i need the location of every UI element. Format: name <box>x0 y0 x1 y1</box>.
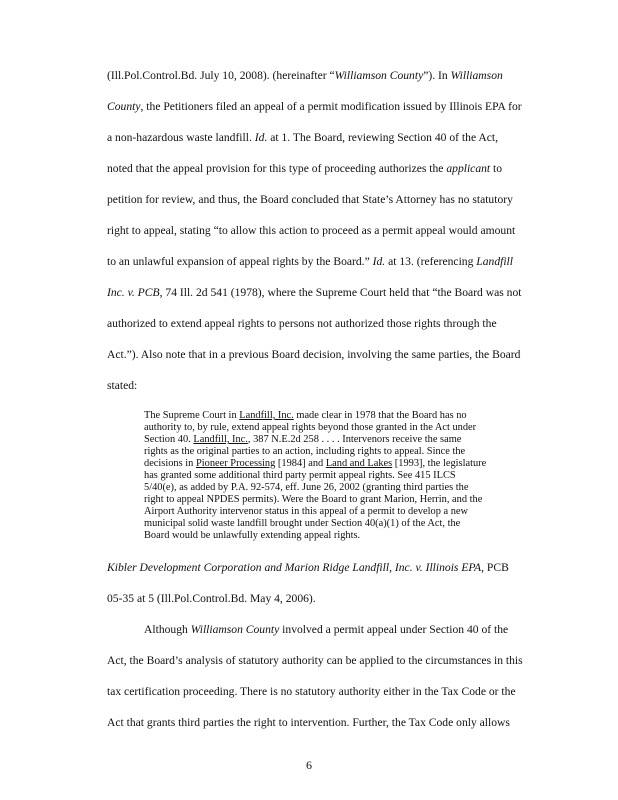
case-name: Landfill <box>476 255 514 268</box>
text-run: a non-hazardous waste landfill. <box>107 131 255 144</box>
body-line: petition for review, and thus, the Board concluded that State’s Attorney has no statutory <box>107 193 513 206</box>
text-run: decisions in <box>144 458 196 469</box>
quote-line: 5/40(e), as added by P.A. 92-574, eff. June 26, 2002 (granting third parties the <box>144 482 469 493</box>
body-line <box>107 286 522 300</box>
case-name: Williamson County <box>334 69 424 82</box>
body-line <box>107 69 503 83</box>
body-line <box>107 162 502 176</box>
emphasis: applicant <box>446 162 491 175</box>
text-run: , 387 N.E.2d 258 . . . . Intervenors receive the same <box>247 434 462 445</box>
text-run: The Supreme Court in <box>144 410 240 421</box>
body-line: Act.”). Also note that in a previous Board decision, involving the same parties, the Board <box>107 348 521 361</box>
page-number: 6 <box>306 758 312 772</box>
text-run: at 1. The Board, reviewing Section 40 of the Act, <box>267 131 498 144</box>
citation-line <box>107 561 509 575</box>
body-line <box>144 623 508 637</box>
quote-line <box>144 434 461 446</box>
text-run: (Ill.Pol.Control.Bd. July 10, 2008). (hereinafter “ <box>107 69 335 82</box>
text-run: , the Petitioners filed an appeal of a permit modification issued by Illinois EPA for <box>140 100 522 113</box>
text-run: to <box>490 162 503 175</box>
case-name: Pioneer Processing <box>195 458 276 469</box>
quote-line: authority to, by rule, extend appeal rights beyond those granted in the Act under <box>144 422 477 433</box>
text-run: to an unlawful expansion of appeal rights by the Board.” <box>107 255 373 268</box>
quote-line: Board would be unlawfully extending appeal rights. <box>144 530 361 541</box>
case-name: County <box>107 100 141 113</box>
text-run: noted that the appeal provision for this type of proceeding authorizes the <box>107 162 447 175</box>
body-line <box>107 255 513 269</box>
quote-line: right to appeal NPDES permits). Were the Board to grant Marion, Herrin, and the <box>144 494 483 505</box>
text-run: ”). In <box>423 69 451 82</box>
case-name: Landfill, Inc. <box>193 434 248 445</box>
citation-line: 05-35 at 5 (Ill.Pol.Control.Bd. May 4, 2006). <box>107 592 316 605</box>
text-run: [1984] and <box>275 458 326 469</box>
text-run: Although <box>144 623 191 636</box>
case-name: Landfill, Inc. <box>239 410 294 421</box>
text-run: , PCB <box>481 561 509 574</box>
quote-line: municipal solid waste landfill brought under Section 40(a)(1) of the Act, the <box>144 518 461 529</box>
body-line <box>107 131 498 145</box>
text-run: at 13. (referencing <box>385 255 477 268</box>
case-name: Kibler Development Corporation and Marion Ridge Landfill, Inc. v. Illinois EPA <box>107 561 482 574</box>
citation-id: Id. <box>372 255 386 268</box>
body-line <box>107 100 522 114</box>
body-line: Act, the Board’s analysis of statutory authority can be applied to the circumstances in this <box>107 654 523 667</box>
case-name: Inc. v. PCB <box>107 286 160 299</box>
text-run: involved a permit appeal under Section 40 of the <box>279 623 509 636</box>
body-line: right to appeal, stating “to allow this action to proceed as a permit appeal would amount <box>107 224 516 237</box>
quote-line: has granted some additional third party permit appeal rights. See 415 ILCS <box>144 470 456 481</box>
text-run: Section 40. <box>144 434 194 445</box>
body-line: stated: <box>107 379 138 392</box>
quote-line <box>144 410 467 422</box>
quote-line <box>144 458 486 470</box>
quote-line: Airport Authority intervenor status in this appeal of a permit to develop a new <box>144 506 469 517</box>
case-name: Land and Lakes <box>325 458 393 469</box>
body-line: authorized to extend appeal rights to persons not authorized those rights through the <box>107 317 497 330</box>
citation-id: Id. <box>254 131 268 144</box>
text-run: , 74 Ill. 2d 541 (1978), where the Supreme Court held that “the Board was not <box>159 286 522 299</box>
case-name: Williamson County <box>190 623 280 636</box>
body-line: tax certification proceeding. There is no statutory authority either in the Tax Code or the <box>107 685 516 698</box>
quote-line: rights as the original parties to an action, including rights to appeal. Since the <box>144 446 466 457</box>
text-run: [1993], the legislature <box>392 458 487 469</box>
case-name: Williamson <box>450 69 503 82</box>
text-run: made clear in 1978 that the Board has no <box>293 410 467 421</box>
body-line: Act that grants third parties the right to intervention. Further, the Tax Code only allows <box>107 716 510 729</box>
